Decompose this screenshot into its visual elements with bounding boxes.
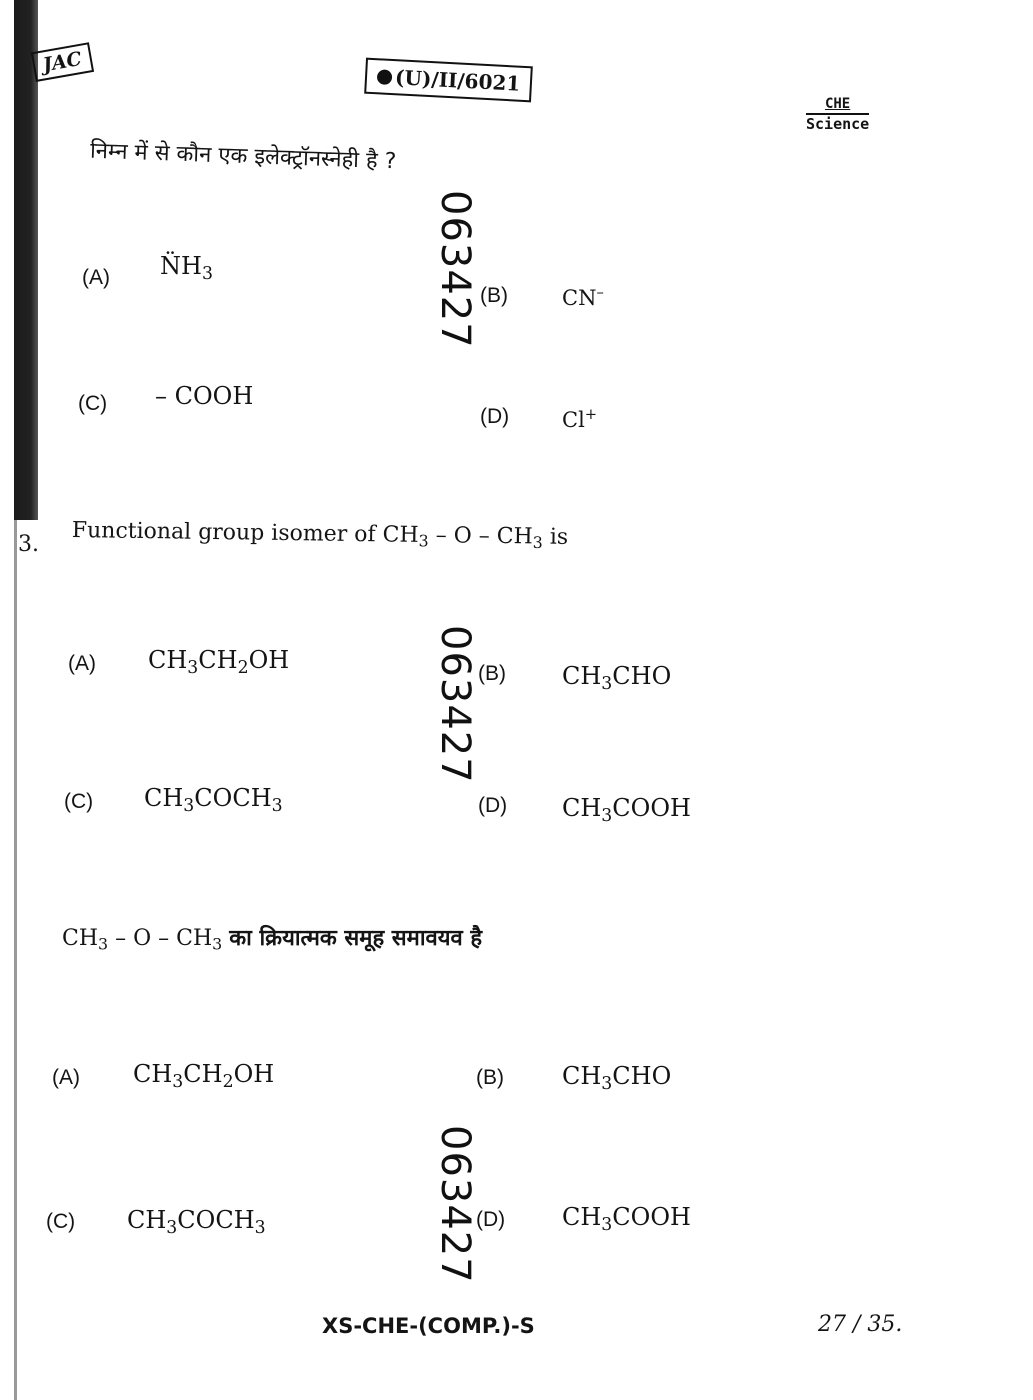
q3h-option-c-label: (C) (46, 1210, 76, 1233)
paper-code: (U)/II/6021 (394, 65, 521, 96)
prev-option-d-value: Cl+ (562, 406, 598, 433)
q3h-option-a-value: $CH_3CH_2OH$ (133, 1060, 275, 1092)
prev-option-c-value: – COOH (155, 382, 254, 410)
subject-code: CHE (806, 95, 869, 115)
prev-option-a-label: (A) (82, 266, 110, 289)
q3h-option-b-value: $CH_3CHO$ (562, 1062, 672, 1094)
q3-option-b-value: $CH_3CHO$ (562, 662, 672, 694)
q3-option-d-label: (D) (478, 794, 508, 817)
q3-option-a-label: (A) (68, 652, 96, 675)
question-prev-hindi-text: निम्न में से कौन एक इलेक्ट्रॉनस्नेही है ? (89, 138, 397, 175)
q3h-option-b-label: (B) (476, 1066, 504, 1089)
question-3-text (72, 518, 569, 552)
prev-option-b-label: (B) (480, 284, 508, 307)
prev-option-b-value: CN– (562, 284, 604, 311)
board-box: JAC (31, 42, 94, 82)
watermark-stamp-3: 063427 (432, 1125, 478, 1284)
bullet-icon (377, 69, 393, 85)
prev-option-a-value: $N̈H_3$ (160, 252, 213, 284)
q3-option-d-value: $CH_3COOH$ (562, 794, 691, 826)
question-3-hindi-phrase: का क्रियात्मक समूह समावयव है (229, 926, 483, 951)
question-3-hindi-text (62, 922, 482, 953)
question-number: 3. (18, 532, 39, 557)
watermark-stamp-2: 063427 (432, 625, 478, 784)
question-3-suffix: is (549, 524, 569, 550)
q3-option-c-value: $CH_3COCH_3$ (144, 784, 283, 816)
prev-option-d-label: (D) (480, 405, 510, 428)
q3h-option-d-label: (D) (476, 1208, 506, 1231)
scan-edge-line (14, 520, 17, 1400)
question-3-hindi-formula: $CH_3$ – O – $CH_3$ (62, 926, 223, 954)
q3-option-a-value: $CH_3CH_2OH$ (148, 646, 290, 678)
q3-option-b-label: (B) (478, 662, 506, 685)
q3h-option-c-value: $CH_3COCH_3$ (127, 1206, 266, 1238)
subject-name: Science (806, 115, 870, 133)
question-3-prefix: Functional group isomer of (71, 518, 376, 548)
subject-stamp (806, 95, 869, 133)
question-3-formula: $CH_3$ – O – $CH_3$ (382, 522, 543, 552)
page-number: 27 / 35. (818, 1312, 903, 1337)
paper-code-box (364, 58, 533, 103)
q3-option-c-label: (C) (64, 790, 94, 813)
watermark-stamp-1: 063427 (432, 190, 478, 349)
q3h-option-d-value: $CH_3COOH$ (562, 1203, 691, 1235)
footer-code: XS-CHE-(COMP.)-S (322, 1314, 535, 1338)
q3h-option-a-label: (A) (52, 1066, 80, 1089)
prev-option-c-label: (C) (78, 392, 108, 415)
